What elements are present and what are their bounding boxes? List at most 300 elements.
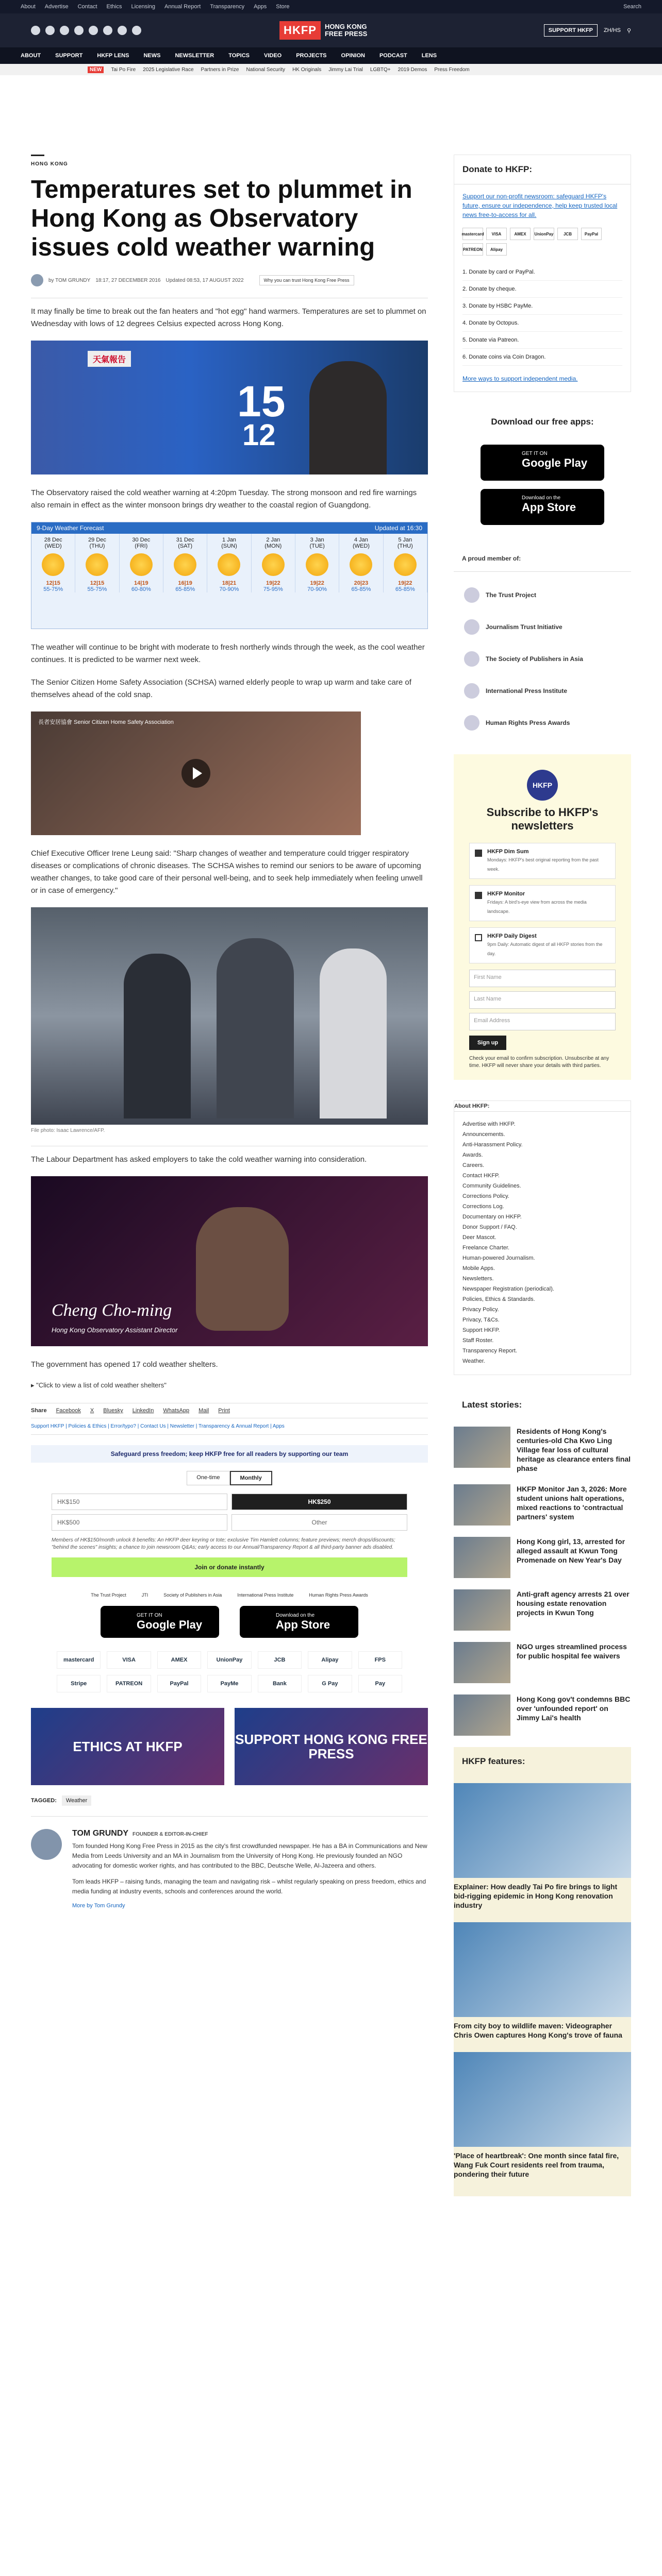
sopa-icon [464,651,479,667]
latest-story[interactable] [454,1427,631,1473]
forecast-temp: 19|22 [266,580,280,586]
paragraph: The Observatory raised the cold weather warning at 4:20pm Tuesday. The strong monsoon and red fire warnings also remain in effect as the winter monsoon brings dry weather to the coastal region of Guangdong. [31,488,417,510]
author-photo [31,1829,62,1860]
member-item[interactable] [454,707,631,739]
support-promo[interactable]: SUPPORT HONG KONG FREE PRESS [235,1708,428,1785]
donate-title: Donate to HKFP: [454,155,631,184]
utility-bar [0,0,662,13]
forecast-dow: (MON) [264,543,282,549]
about-link[interactable]: Anti-Harassment Policy. [462,1142,523,1148]
latest-story[interactable] [454,1694,631,1736]
author-bio: Tom founded Hong Kong Free Press in 2015 as the city's first crowdfunded newspaper. He has a BA in Communications and New Media from Leeds University and an MA in Journalism from the University of Hong Kong. He previously founded an NGO advocating for domestic worker rights, and has contributed to the BBC, Deutsche Welle, Al-Jazeera and others. [72,1842,427,1869]
google-play-big: Google Play [522,456,588,469]
payme-logo: PayMe [207,1675,251,1692]
utility-link-about[interactable]: About [21,4,36,10]
paragraph: The Senior Citizen Home Safety Association (SCHSA) warned elderly people to wrap up warm and take care of themselves ahead of the cold snap. [31,678,411,699]
download-title: Download our free apps: [491,417,594,427]
about-link[interactable]: Community Guidelines. [462,1183,521,1189]
x-icon[interactable] [45,26,55,35]
about-link[interactable]: Support HKFP. [462,1327,500,1333]
share-bar [31,1403,428,1418]
cold-weather-photo [31,907,428,1125]
weather-sun-icon [262,553,285,576]
frequency-toggle [31,1471,428,1485]
forecast-days [31,534,427,592]
forecast-day [207,534,251,592]
utility-link-contact[interactable]: Contact [77,4,97,10]
donate-method[interactable]: 5. Donate via Patreon. [462,332,622,349]
more-ways-link[interactable]: More ways to support independent media. [462,375,578,382]
member-item[interactable] [454,579,631,611]
trending-bar [0,64,662,75]
about-link[interactable]: Corrections Policy. [462,1193,509,1199]
utility-link-transparency[interactable]: Transparency [210,4,245,10]
download-apps [454,408,631,525]
donation-widget [31,1445,428,1577]
brand-bar [0,13,662,47]
paypal-logo: PayPal [157,1675,201,1692]
newsletter-name: HKFP Monitor [487,891,525,897]
trending-link[interactable]: Jimmy Lai Trial [328,66,363,73]
member-item[interactable] [454,611,631,643]
forecast-dow: (SAT) [178,543,193,549]
trending-link[interactable]: Partners in Prize [201,66,239,73]
member-item[interactable] [454,675,631,707]
partner-logo[interactable]: Society of Publishers in Asia [163,1592,222,1598]
tag-weather[interactable]: Weather [62,1795,91,1806]
more-by-author-link[interactable]: More by Tom Grundy [72,1903,125,1909]
story-headline: Hong Kong girl, 13, arrested for alleged assault at Kwun Tong Promenade on New Year's Day [517,1537,625,1564]
donate-widget [454,155,631,392]
nav-podcast[interactable]: PODCAST [379,53,407,59]
feature-story[interactable] [454,2052,631,2179]
trending-link[interactable]: 2025 Legislative Race [143,66,194,73]
language-switch[interactable]: ZH/HS [603,27,621,33]
newsletter-desc: 9pm Daily: Automatic digest of all HKFP stories from the day. [487,942,603,956]
forecast-temp: 14|19 [134,580,148,586]
story-thumbnail [454,1642,510,1683]
forecast-humidity: 65-85% [351,586,371,592]
about-link[interactable]: Awards. [462,1152,483,1158]
about-link[interactable]: Freelance Charter. [462,1245,510,1251]
nav-support[interactable]: SUPPORT [55,53,83,59]
newsletter-title: Subscribe to HKFP's newsletters [486,806,599,832]
forecast-dow: (WED) [352,543,370,549]
forecast-temp: 12|15 [46,580,60,586]
join-donate-button[interactable]: Join or donate instantly [52,1557,407,1577]
story-headline: Hong Kong gov't condemns BBC over 'unfounded report' on Jimmy Lai's health [517,1695,631,1722]
hkfp-features [454,1747,631,2196]
new-badge: NEW [88,66,104,73]
story-headline: Anti-graft agency arrests 21 over housing estate renovation projects in Kwun Tong [517,1590,630,1617]
nav-projects[interactable]: PROJECTS [296,53,327,59]
share-mail[interactable]: Mail [198,1408,209,1414]
forecast-date: 31 Dec [176,537,194,543]
forecast-humidity: 65-85% [175,586,195,592]
member-name: Journalism Trust Initiative [486,623,562,631]
about-hkfp [454,1100,631,1375]
trending-link[interactable]: Tai Po Fire [111,66,136,73]
amount-options [31,1494,428,1531]
utility-link-annual-report[interactable]: Annual Report [164,4,201,10]
channel-logo: 天氣報告 [88,351,131,367]
story-thumbnail [454,1537,510,1578]
weather-sun-icon [350,553,372,576]
mastercard-logo: mastercard [57,1651,101,1669]
author-bio: Tom leads HKFP – raising funds, managing the team and navigating risk – whilst regularly speaking on press freedom, ethics and media funding at industry events, schools and conferences around the world. [72,1878,426,1895]
utility-link-apps[interactable]: Apps [254,4,267,10]
story-headline: Residents of Hong Kong's centuries-old Cha Kwo Ling Village fear loss of cultural heritage as clearance enters final phase [517,1427,631,1472]
forecast-humidity: 60-80% [131,586,151,592]
applepay-logo: Pay [358,1675,402,1692]
about-link[interactable]: Careers. [462,1162,485,1168]
forecast-temp: 20|23 [354,580,369,586]
donate-text[interactable]: Support our non-profit newsroom: safeguard HKFP's future, ensure our independence, help keep trusted local news free-to-access for all. [462,193,618,218]
latest-title: Latest stories: [462,1400,522,1410]
forecast-date: 5 Jan [398,537,412,543]
app-store-button[interactable] [481,489,604,525]
feature-headline: 'Place of heartbreak': One month since fatal fire, Wang Fuk Court residents reel from trauma, pondering their future [454,2151,619,2178]
photo-caption: File photo: Isaac Lawrence/AFP. [31,1128,105,1133]
newsletter-signup [454,754,631,1080]
member-name: International Press Institute [486,687,568,694]
forecast-date: 30 Dec [132,537,151,543]
forecast-date: 29 Dec [88,537,106,543]
checkbox-icon[interactable] [475,934,482,941]
byline [31,270,428,291]
feature-story[interactable] [454,1783,631,1910]
weather-sun-icon [394,553,417,576]
membership-note: Members of HK$150/month unlock 8 benefits: An HKFP deer keyring or tote; exclusive Tim Hamlett columns; feature previews; merch drops/discounts; "behind the scenes" insights; a chance to join newsroom Q&As; early access to our Annual/Transparency Report & all third-party banner ads disabled. [52,1537,395,1550]
weather-sun-icon [42,553,64,576]
newsletter-logo: HKFP [527,770,558,801]
amount-option-selected[interactable]: HK$250 [231,1494,407,1510]
jcb-logo: JCB [258,1651,302,1669]
partner-logo[interactable]: Human Rights Press Awards [309,1592,368,1598]
social-icons [31,26,141,35]
author-link[interactable]: by TOM GRUNDY [48,277,91,283]
about-link[interactable]: Mobile Apps. [462,1265,495,1272]
feature-story[interactable] [454,1922,631,2040]
author-avatar [31,274,43,286]
forecast-day [252,534,295,592]
about-list [454,1119,631,1366]
unionpay-icon: UnionPay [534,228,554,240]
nav-newsletter[interactable]: NEWSLETTER [175,53,214,59]
logo-mark: HKFP [279,21,321,40]
author-box [31,1829,428,1909]
paragraph: The Labour Department has asked employers to take the cold weather warning into consideration. [31,1155,367,1164]
stripe-logo: Stripe [57,1675,101,1692]
nav-news[interactable]: NEWS [143,53,161,59]
kicker-rule [31,155,44,156]
amount-option-other[interactable]: Other [231,1514,407,1531]
about-link[interactable]: Donor Support / FAQ. [462,1224,517,1230]
forecast-date: 4 Jan [354,537,368,543]
share-x[interactable]: X [90,1408,94,1414]
play-icon[interactable] [181,759,210,788]
newsletter-note: Check your email to confirm subscription. Unsubscribe at any time. HKFP will never share your details with third parties. [469,1056,609,1069]
weather-sun-icon [306,553,328,576]
partner-logo[interactable]: JTI [141,1592,148,1598]
tags-label: TAGGED: [31,1798,57,1804]
trust-link[interactable]: Why you can trust Hong Kong Free Press [259,275,354,285]
features-title: HKFP features: [462,1756,525,1766]
support-hkfp-button[interactable]: SUPPORT HKFP [544,24,598,37]
temp-low: 12 [242,418,276,452]
speaker-figure [196,1207,289,1331]
article-category[interactable]: HONG KONG [31,161,68,167]
story-headline: HKFP Monitor Jan 3, 2026: More student unions halt operations, mixed reactions to 'contractual partners' system [517,1485,627,1521]
latest-stories [454,1391,631,1736]
about-link[interactable]: Newspaper Registration (periodical). [462,1286,554,1292]
weather-sun-icon [218,553,240,576]
paragraph: The government has opened 17 cold weather shelters. [31,1360,218,1369]
nav-about[interactable]: ABOUT [21,53,41,59]
site-logo[interactable] [279,21,383,40]
about-link[interactable]: Announcements. [462,1131,505,1138]
youtube-icon[interactable] [89,26,98,35]
feature-headline: From city boy to wildlife maven: Videographer Chris Owen captures Hong Kong's trove of fauna [454,2022,622,2039]
forecast-date: 3 Jan [310,537,324,543]
forecast-day [120,534,163,592]
donate-method[interactable]: 1. Donate by card or PayPal. [462,264,622,281]
google-play-big: Google Play [137,1618,203,1631]
paragraph: It may finally be time to break out the fan heaters and "hot egg" hand warmers. Temperatures are set to plummet on Wednesday with lows of 12 degrees Celsius expected across Hong Kong. [31,307,426,328]
facebook-icon[interactable] [31,26,40,35]
donate-card-logos [462,228,622,256]
about-link[interactable]: Staff Roster. [462,1337,494,1344]
about-link[interactable]: Deer Mascot. [462,1234,496,1241]
about-link[interactable]: Advertise with HKFP. [462,1121,516,1127]
alipay-icon: Alipay [486,243,507,256]
article-footer-links[interactable]: Support HKFP | Policies & Ethics | Error/typo? | Contact Us | Newsletter | Transparency & Annual Report | Apps [31,1418,428,1435]
paypal-icon: PayPal [581,228,602,240]
checkbox-checked-icon[interactable] [475,892,482,899]
latest-story[interactable] [454,1537,631,1578]
app-store-button[interactable] [240,1606,358,1638]
about-link[interactable]: Newsletters. [462,1276,494,1282]
donate-method[interactable]: 2. Donate by cheque. [462,281,622,298]
utility-link-advertise[interactable]: Advertise [44,4,69,10]
share-bluesky[interactable]: Bluesky [103,1408,123,1414]
utility-link-ethics[interactable]: Ethics [106,4,122,10]
forecast-humidity: 55-75% [43,586,63,592]
forecast-humidity: 70-90% [219,586,239,592]
trending-link[interactable]: Press Freedom [434,66,470,73]
donate-method[interactable]: 6. Donate coins via Coin Dragon. [462,349,622,366]
nav-hkfp-lens[interactable]: HKFP LENS [97,53,129,59]
share-linkedin[interactable]: LinkedIn [132,1408,154,1414]
latest-story[interactable] [454,1484,631,1526]
forecast-date: 28 Dec [44,537,62,543]
article [31,155,428,1909]
payment-logos [31,1646,428,1698]
trending-link[interactable]: National Security [246,66,286,73]
weather-sun-icon [130,553,153,576]
utility-link-store[interactable]: Store [276,4,290,10]
forecast-temp: 19|22 [310,580,324,586]
trending-link[interactable]: 2019 Demos [398,66,427,73]
frequency-one-time[interactable]: One-time [187,1471,229,1485]
checkbox-checked-icon[interactable] [475,850,482,857]
share-print[interactable]: Print [218,1408,230,1414]
gpay-logo: G Pay [308,1675,352,1692]
nav-lens[interactable]: LENS [421,53,437,59]
speaker-role: Hong Kong Observatory Assistant Director [52,1326,178,1334]
video-title: 長者安居協會 Senior Citizen Home Safety Association [38,719,174,725]
latest-story[interactable] [454,1642,631,1683]
forecast-day [75,534,119,592]
forecast-dow: (THU) [397,543,413,549]
sidebar [454,155,631,2196]
main-nav [0,47,662,64]
app-store-small: Download on the [276,1612,315,1618]
toggle-label: "Click to view a list of cold weather shelters" [36,1381,167,1389]
about-link[interactable]: Transparency Report. [462,1348,517,1354]
partner-logo[interactable]: The Trust Project [91,1592,126,1598]
forecast-day [384,534,427,592]
weather-sun-icon [174,553,196,576]
newsletter-option[interactable] [469,843,616,879]
feature-thumbnail [454,2052,631,2147]
hrpa-icon [464,715,479,731]
alipay-logo: Alipay [308,1651,352,1669]
story-thumbnail [454,1589,510,1631]
threads-icon[interactable] [74,26,84,35]
about-title: About HKFP: [454,1101,631,1112]
forecast-day [339,534,383,592]
amount-option[interactable]: HK$150 [52,1494,227,1510]
last-name-field[interactable]: Last Name [469,991,616,1009]
search-link[interactable]: Search [623,4,641,10]
forecast-day [295,534,339,592]
newsletter-desc: Mondays: HKFP's best original reporting from the past week. [487,857,599,872]
share-facebook[interactable]: Facebook [56,1408,81,1414]
forecast-dow: (WED) [44,543,62,549]
about-link[interactable]: Privacy, T&Cs. [462,1317,500,1323]
photo-figure [124,954,191,1118]
patreon-logo: PATREON [107,1675,151,1692]
about-link[interactable]: Corrections Log. [462,1204,504,1210]
share-whatsapp[interactable]: WhatsApp [163,1408,190,1414]
email-field[interactable]: Email Address [469,1013,616,1030]
presenter-figure [309,361,387,474]
forecast-image [31,522,428,629]
ethics-promo[interactable]: ETHICS AT HKFP [31,1708,224,1785]
google-play-small: GET IT ON [522,451,548,456]
first-name-field[interactable]: First Name [469,970,616,987]
newsletter-option[interactable] [469,927,616,963]
latest-list [454,1427,631,1736]
member-name: Human Rights Press Awards [486,719,570,726]
trending-link[interactable]: LGBTQ+ [370,66,391,73]
donate-methods [462,264,622,366]
author-role: FOUNDER & EDITOR-IN-CHIEF [133,1832,208,1837]
member-item[interactable] [454,643,631,675]
email-icon[interactable] [118,26,127,35]
trust-project-icon [464,587,479,603]
latest-story[interactable] [454,1589,631,1631]
video-embed[interactable] [31,1176,428,1346]
app-store-big: App Store [522,501,576,514]
feature-thumbnail [454,1922,631,2017]
app-store-small: Download on the [522,495,561,501]
donate-method[interactable]: 3. Donate by HSBC PayMe. [462,298,622,315]
donate-method[interactable]: 4. Donate by Octopus. [462,315,622,332]
forecast-header [31,522,427,534]
nav-opinion[interactable]: OPINION [341,53,365,59]
newsletter-option[interactable] [469,885,616,921]
ipi-icon [464,683,479,699]
forecast-updated: Updated at 16:30 [374,524,422,532]
unionpay-logo: UnionPay [207,1651,251,1669]
frequency-monthly[interactable]: Monthly [230,1471,272,1485]
features-list [454,1783,631,2179]
video-embed[interactable] [31,711,361,835]
forecast-day [31,534,75,592]
logo-name: HONG KONG FREE PRESS [324,23,368,38]
google-play-button[interactable] [101,1606,219,1638]
search-icon[interactable]: ⚲ [626,27,631,34]
google-play-button[interactable] [481,445,604,481]
newsletter-name: HKFP Dim Sum [487,849,529,855]
forecast-dow: (FRI) [135,543,148,549]
forecast-dow: (TUE) [309,543,325,549]
nav-topics[interactable]: TOPICS [228,53,250,59]
member-title: A proud member of: [454,546,631,572]
about-link[interactable]: Weather. [462,1358,485,1364]
shelter-list-toggle[interactable]: ▸ "Click to view a list of cold weather shelters" [31,1381,167,1389]
share-label: Share [31,1408,47,1414]
about-link[interactable]: Privacy Policy. [462,1307,499,1313]
speaker-name: Cheng Cho-ming [52,1301,172,1320]
amex-logo: AMEX [157,1651,201,1669]
rss-icon[interactable] [132,26,141,35]
about-link[interactable]: Human-powered Journalism. [462,1255,535,1261]
jcb-icon: JCB [557,228,578,240]
paragraph: Chief Executive Officer Irene Leung said: "Sharp changes of weather and temperature could trigger respiratory diseases or complications of chronic diseases. The SCHSA wishes to remind our seniors to be aware of upcoming weather changes, to take good care of their personal well-being, and to seek help immediately when feeling unwell or in case of emergency." [31,849,423,895]
author-name[interactable]: TOM GRUNDY [72,1829,129,1838]
forecast-temp: 12|15 [90,580,105,586]
sign-up-button[interactable]: Sign up [469,1036,506,1050]
instagram-icon[interactable] [60,26,69,35]
about-link[interactable]: Documentary on HKFP. [462,1214,522,1220]
about-link[interactable]: Policies, Ethics & Standards. [462,1296,535,1302]
utility-link-licensing[interactable]: Licensing [131,4,155,10]
visa-icon: VISA [486,228,507,240]
forecast-humidity: 55-75% [87,586,107,592]
jti-icon [464,619,479,635]
forecast-temp: 16|19 [178,580,192,586]
forecast-humidity: 75-95% [263,586,283,592]
telegram-icon[interactable] [103,26,112,35]
visa-logo: VISA [107,1651,151,1669]
weather-sun-icon [86,553,108,576]
partner-logo[interactable]: International Press Institute [237,1592,294,1598]
member-of [454,546,631,739]
forecast-dow: (THU) [89,543,105,549]
app-store-big: App Store [276,1618,330,1631]
trending-link[interactable]: HK Originals [292,66,322,73]
forecast-temp: 19|22 [398,580,412,586]
nav-video[interactable]: VIDEO [263,53,282,59]
amount-option[interactable]: HK$500 [52,1514,227,1531]
forecast-temp: 18|21 [222,580,237,586]
photo-figure [217,938,294,1118]
about-link[interactable]: Contact HKFP. [462,1173,500,1179]
member-name: The Trust Project [486,591,537,599]
